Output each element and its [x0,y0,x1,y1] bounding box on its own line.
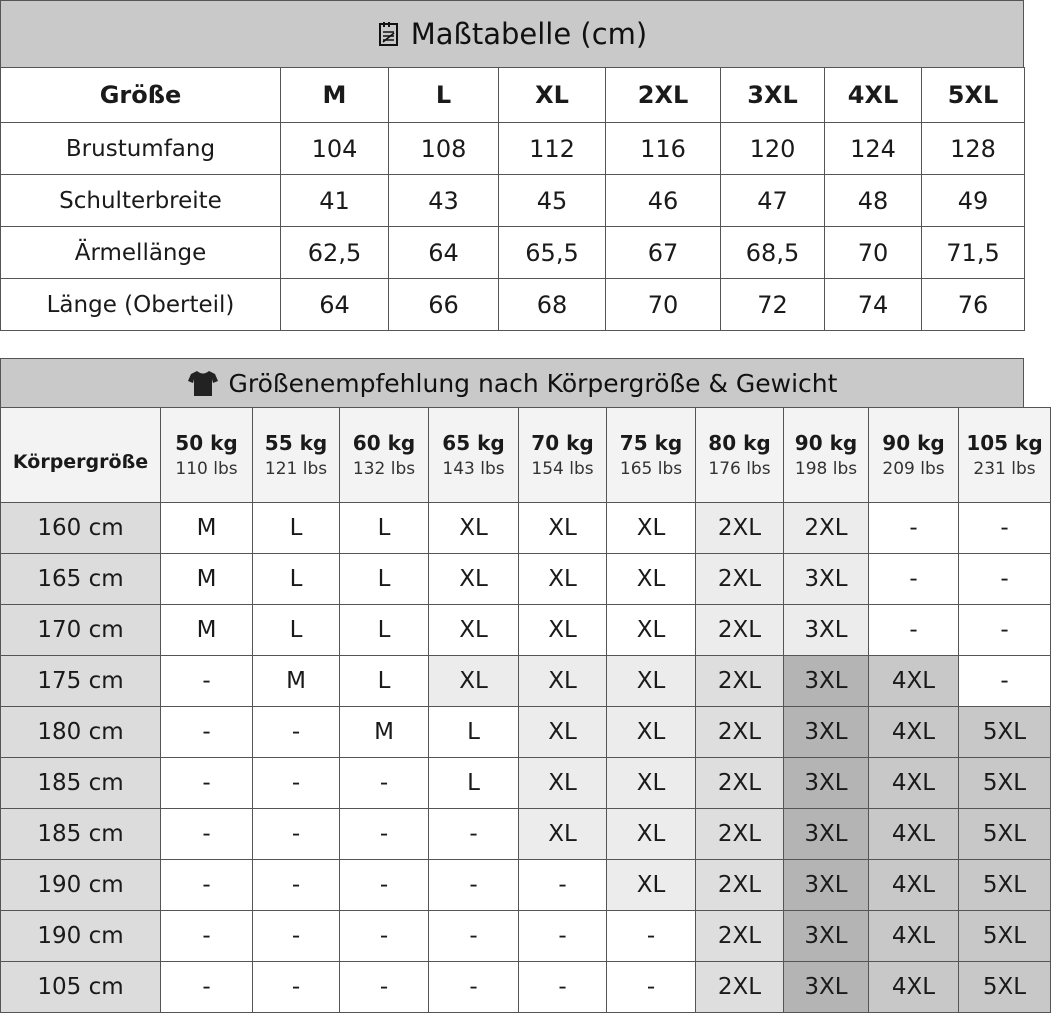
height-row [1,656,1051,707]
recommended-size-cell: XL [519,605,607,656]
ruler-notepad-icon [377,21,401,47]
recommended-size-cell: XL [607,503,696,554]
recommended-size-cell: 2XL [696,707,784,758]
size-chart-title-bar [0,0,1024,68]
height-row [1,911,1051,962]
recommended-size-cell: 3XL [784,554,869,605]
measurement-value: 41 [281,175,389,227]
weight-kg: 75 kg [619,431,683,455]
recommended-size-cell: - [519,860,607,911]
recommended-size-cell: L [253,503,340,554]
recommended-size-cell: XL [607,809,696,860]
height-row [1,707,1051,758]
height-row [1,554,1051,605]
measurement-value: 66 [389,279,499,331]
size-header-cell: 5XL [922,68,1025,123]
recommended-size-cell: - [161,656,253,707]
weight-kg: 105 kg [966,431,1043,455]
measurement-value: 64 [281,279,389,331]
recommended-size-cell: 2XL [696,809,784,860]
weight-kg: 70 kg [531,431,594,455]
recommended-size-cell: XL [429,656,519,707]
recommended-size-cell: XL [519,554,607,605]
weight-kg: 65 kg [442,431,505,455]
weight-header-cell [161,408,253,503]
recommended-size-cell: L [340,605,429,656]
weight-header-cell [253,408,340,503]
measurement-value: 68,5 [721,227,825,279]
recommended-size-cell: XL [607,758,696,809]
recommended-size-cell: 5XL [959,809,1051,860]
measurement-value: 71,5 [922,227,1025,279]
shirt-icon [187,369,219,397]
recommended-size-cell: - [429,860,519,911]
weight-lbs: 198 lbs [794,459,858,479]
recommended-size-cell: - [959,605,1051,656]
recommendation-table [0,407,1051,1013]
recommended-size-cell: - [340,911,429,962]
weight-kg: 55 kg [264,431,328,455]
recommended-size-cell: 2XL [784,503,869,554]
measurement-value: 46 [606,175,721,227]
size-header-cell: L [389,68,499,123]
recommended-size-cell: XL [519,503,607,554]
measurement-value: 112 [499,123,606,175]
recommended-size-cell: XL [429,554,519,605]
weight-lbs: 132 lbs [352,459,416,479]
weight-header-cell [340,408,429,503]
recommended-size-cell: 2XL [696,503,784,554]
recommended-size-cell: - [253,962,340,1013]
recommended-size-cell: XL [607,707,696,758]
height-row [1,962,1051,1013]
height-label: 190 cm [1,860,161,911]
measurement-value: 74 [825,279,922,331]
recommended-size-cell: L [340,503,429,554]
height-row [1,503,1051,554]
recommended-size-cell: 4XL [869,962,959,1013]
recommended-size-cell: 4XL [869,809,959,860]
height-label: 185 cm [1,758,161,809]
recommended-size-cell: 5XL [959,911,1051,962]
weight-header-cell [959,408,1051,503]
recommended-size-cell: 3XL [784,656,869,707]
recommended-size-cell: 4XL [869,758,959,809]
recommended-size-cell: - [519,962,607,1013]
recommended-size-cell: - [340,860,429,911]
recommended-size-cell: L [340,554,429,605]
height-label: 175 cm [1,656,161,707]
measurement-value: 120 [721,123,825,175]
size-header-row [1,68,1025,123]
size-row [1,123,1025,175]
weight-lbs: 231 lbs [973,459,1036,479]
recommended-size-cell: - [161,860,253,911]
recommended-size-cell: - [253,860,340,911]
size-row [1,279,1025,331]
recommended-size-cell: 3XL [784,809,869,860]
recommended-size-cell: L [253,554,340,605]
recommended-size-cell: - [253,707,340,758]
recommended-size-cell: - [869,503,959,554]
recommended-size-cell: 3XL [784,707,869,758]
height-label: 170 cm [1,605,161,656]
recommended-size-cell: - [429,809,519,860]
recommended-size-cell: XL [519,758,607,809]
measurement-label: Länge (Oberteil) [1,279,281,331]
weight-lbs: 143 lbs [442,459,505,479]
recommended-size-cell: - [161,962,253,1013]
recommended-size-cell: 5XL [959,860,1051,911]
recommended-size-cell: - [340,809,429,860]
height-label: 105 cm [1,962,161,1013]
recommended-size-cell: M [161,503,253,554]
weight-lbs: 121 lbs [264,459,328,479]
measurement-value: 65,5 [499,227,606,279]
measurement-value: 62,5 [281,227,389,279]
recommended-size-cell: - [959,656,1051,707]
measurement-value: 68 [499,279,606,331]
recommended-size-cell: L [429,707,519,758]
measurement-value: 70 [825,227,922,279]
measurement-value: 64 [389,227,499,279]
weight-header-row [1,408,1051,503]
weight-lbs: 154 lbs [531,459,594,479]
recommended-size-cell: 4XL [869,911,959,962]
recommended-size-cell: XL [429,503,519,554]
recommended-size-cell: M [161,554,253,605]
size-row [1,175,1025,227]
recommended-size-cell: L [340,656,429,707]
recommended-size-cell: 4XL [869,707,959,758]
size-chart-title: Maßtabelle (cm) [410,17,648,51]
measurement-value: 45 [499,175,606,227]
size-header-cell: 4XL [825,68,922,123]
size-header-cell: M [281,68,389,123]
recommended-size-cell: 2XL [696,860,784,911]
weight-lbs: 176 lbs [708,459,771,479]
weight-kg: 80 kg [708,431,771,455]
size-chart-table [0,67,1025,331]
recommended-size-cell: 3XL [784,911,869,962]
weight-lbs: 165 lbs [619,459,683,479]
recommended-size-cell: 5XL [959,962,1051,1013]
recommended-size-cell: - [429,911,519,962]
weight-kg: 50 kg [175,431,238,455]
weight-header-cell [607,408,696,503]
recommended-size-cell: XL [607,860,696,911]
recommended-size-cell: - [340,758,429,809]
measurement-value: 128 [922,123,1025,175]
height-row [1,860,1051,911]
recommended-size-cell: - [869,554,959,605]
recommended-size-cell: 2XL [696,656,784,707]
measurement-value: 49 [922,175,1025,227]
measurement-value: 104 [281,123,389,175]
recommended-size-cell: - [607,962,696,1013]
recommended-size-cell: - [607,911,696,962]
recommended-size-cell: 4XL [869,860,959,911]
recommended-size-cell: XL [519,809,607,860]
size-header-cell: XL [499,68,606,123]
recommended-size-cell: - [959,554,1051,605]
weight-header-cell [429,408,519,503]
measurement-value: 72 [721,279,825,331]
recommended-size-cell: M [340,707,429,758]
height-column-label: Körpergröße [1,408,161,503]
measurement-label: Brustumfang [1,123,281,175]
size-row [1,227,1025,279]
recommended-size-cell: 2XL [696,911,784,962]
weight-header-cell [696,408,784,503]
recommended-size-cell: - [161,758,253,809]
recommended-size-cell: M [253,656,340,707]
recommended-size-cell: - [869,605,959,656]
recommended-size-cell: L [253,605,340,656]
weight-lbs: 209 lbs [882,459,945,479]
size-header-label: Größe [1,68,281,123]
recommended-size-cell: 2XL [696,605,784,656]
weight-kg: 60 kg [352,431,416,455]
recommended-size-cell: 3XL [784,860,869,911]
recommended-size-cell: - [429,962,519,1013]
recommended-size-cell: XL [519,656,607,707]
recommended-size-cell: 5XL [959,707,1051,758]
weight-header-cell [784,408,869,503]
recommended-size-cell: XL [607,656,696,707]
recommended-size-cell: XL [519,707,607,758]
weight-header-cell [519,408,607,503]
weight-header-cell [869,408,959,503]
recommended-size-cell: 2XL [696,554,784,605]
recommended-size-cell: - [161,911,253,962]
weight-kg: 90 kg [794,431,858,455]
measurement-label: Ärmellänge [1,227,281,279]
height-row [1,758,1051,809]
height-label: 160 cm [1,503,161,554]
height-label: 180 cm [1,707,161,758]
recommended-size-cell: - [161,707,253,758]
recommendation-title-bar [0,358,1024,408]
measurement-value: 108 [389,123,499,175]
recommended-size-cell: XL [429,605,519,656]
weight-kg: 90 kg [882,431,945,455]
height-label: 185 cm [1,809,161,860]
measurement-value: 67 [606,227,721,279]
height-label: 165 cm [1,554,161,605]
size-header-cell: 2XL [606,68,721,123]
recommendation-title: Größenempfehlung nach Körpergröße & Gewicht [228,368,838,398]
recommended-size-cell: 3XL [784,962,869,1013]
recommended-size-cell: - [519,911,607,962]
recommended-size-cell: 3XL [784,758,869,809]
recommended-size-cell: 2XL [696,758,784,809]
recommended-size-cell: XL [607,605,696,656]
recommendation-table-wrapper [0,407,1043,1007]
recommended-size-cell: M [161,605,253,656]
size-header-cell: 3XL [721,68,825,123]
measurement-value: 48 [825,175,922,227]
weight-lbs: 110 lbs [175,459,238,479]
measurement-value: 76 [922,279,1025,331]
recommended-size-cell: 5XL [959,758,1051,809]
measurement-value: 47 [721,175,825,227]
recommended-size-cell: - [253,911,340,962]
recommended-size-cell: 2XL [696,962,784,1013]
measurement-value: 116 [606,123,721,175]
recommended-size-cell: - [959,503,1051,554]
recommended-size-cell: - [340,962,429,1013]
recommended-size-cell: 4XL [869,656,959,707]
recommended-size-cell: 3XL [784,605,869,656]
measurement-label: Schulterbreite [1,175,281,227]
height-row [1,809,1051,860]
height-label: 190 cm [1,911,161,962]
height-row [1,605,1051,656]
recommended-size-cell: XL [607,554,696,605]
measurement-value: 70 [606,279,721,331]
recommended-size-cell: L [429,758,519,809]
recommended-size-cell: - [253,758,340,809]
measurement-value: 43 [389,175,499,227]
recommended-size-cell: - [253,809,340,860]
recommended-size-cell: - [161,809,253,860]
measurement-value: 124 [825,123,922,175]
